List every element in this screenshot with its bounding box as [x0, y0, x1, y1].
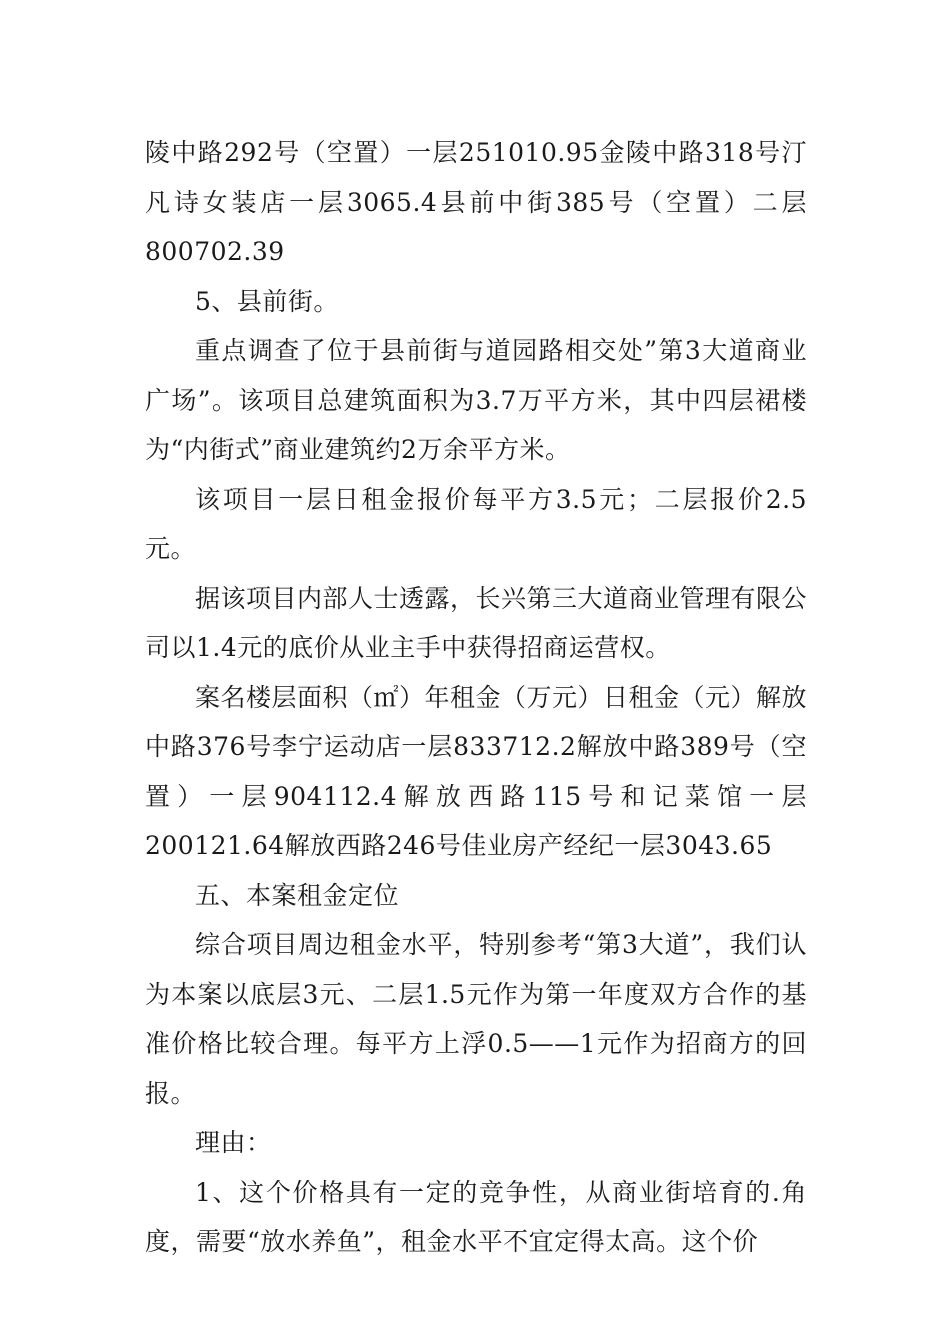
paragraph-insider-disclosure: 据该项目内部人士透露，长兴第三大道商业管理有限公司以1.4元的底价从业主手中获得招商运营权。	[145, 583, 808, 662]
paragraph-third-avenue-survey: 重点调查了位于县前街与道园路相交处”第3大道商业广场”。该项目总建筑面积为3.7万平方米，其中四层裙楼为“内街式”商业建筑约2万余平方米。	[145, 336, 807, 464]
document-body	[145, 128, 807, 1267]
paragraph-rent-list-continued: 陵中路292号（空置）一层251010.95金陵中路318号汀凡诗女装店一层3065.4县前中街385号（空置）二层800702.39	[145, 138, 807, 266]
paragraph-heading-xianqian-street: 5、县前街。	[195, 286, 339, 316]
paragraph-rent-table-data: 案名楼层面积（㎡）年租金（万元）日租金（元）解放中路376号李宁运动店一层833712.2解放中路389号（空置）一层904112.4解放西路115号和记菜馆一层200121.64解放西路246号佳业房产经纪一层3043.65	[145, 682, 808, 860]
paragraph-daily-rent-quote: 该项目一层日租金报价每平方3.5元；二层报价2.5元。	[145, 484, 807, 563]
paragraph-rent-positioning: 综合项目周边租金水平，特别参考“第3大道”，我们认为本案以底层3元、二层1.5元作为第一年度双方合作的基准价格比较合理。每平方上浮0.5——1元作为招商方的回报。	[145, 930, 807, 1108]
paragraph-reasons-label: 理由：	[195, 1128, 272, 1157]
paragraph-reason-one: 1、这个价格具有一定的竞争性，从商业街培育的.角度，需要“放水养鱼”，租金水平不宜定得太高。这个价	[145, 1177, 807, 1256]
section-heading-rent-positioning: 五、本案租金定位	[195, 880, 400, 910]
